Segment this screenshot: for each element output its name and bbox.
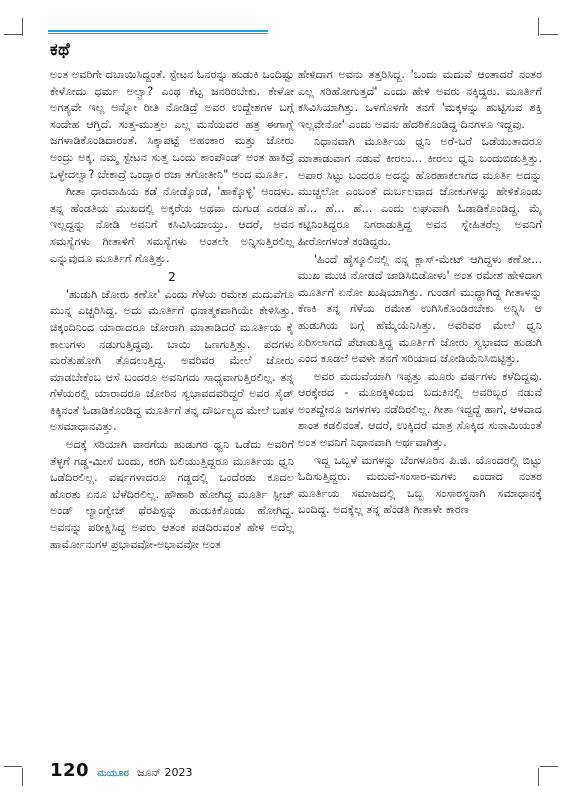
crop-mark: [538, 18, 539, 36]
crop-mark: [22, 768, 23, 786]
paragraph: 'ಹುಡುಗಿ ಜೋರು ಕಣೋ' ಎಂದು ಗೆಳೆಯ ರಮೇಶ ಮದುವೆಗೂ ಮುನ್ನ ಎಚ್ಚರಿಸಿದ್ದ. ಅದು ಮೂರ್ತಿಗೆ ಧನಾತ್ಮಕವಾಗಿಯೇ ಕೇಳಿಸಿತ್ತು. ಚಿಕ್ಕಂದಿನಿಂದ ಯಾರಾದರೂ ಜೋರಾಗಿ ಮಾತಾಡಿದರೆ ಮೂರ್ತಿಯ ಕೈ ಕಾಲುಗಳು ನಡುಗುತ್ತಿದ್ದವು. ಬಾಯಿ ಒಣಗುತ್ತಿತ್ತು. ಪದಗಳು ಮರೆತುಹೋಗಿ ತೊದಲುತ್ತಿದ್ದ. ಅವರಿವರ ಮೇಲೆ ಜೋರು ಮಾಡಬೇಕೆಂಬ ಆಸೆ ಬಂದರೂ ಅವನಿಗದು ಸಾಧ್ಯವಾಗುತ್ತಿರಲಿಲ್ಲ. ತನ್ನ ಗೆಳೆಯರಲ್ಲಿ ಯಾರಾದರೂ ಜೋರಿನ ಸ್ವಭಾವದವರಿದ್ದರೆ ಅವರ ಸೈಡ್ ಕಿಕ್ಕಿನಂತೆ ಓಡಾಡಿಕೊಂಡಿದ್ದ ಮೂರ್ತಿಗೆ ತನ್ನ ದೌರ್ಬಲ್ಯದ ಮೇಲೆ ಬಹಳ ಅಸಮಾಧಾನವಿತ್ತು.: [50, 287, 294, 434]
paragraph: ಇದ್ದ ಒಬ್ಬಳೆ ಮಗಳನ್ನು ಬೆಂಗಳೂರಿನ ಪಿ.ಜಿ. ಯೊಂದರಲ್ಲಿ ಬಿಟ್ಟು ಓದಿಸುತ್ತಿದ್ದರು. ಮದುವೆ-ಸಂಸಾರ-ಮಗಳು ಎಂದಾದ ನಂತರ ಮೂರ್ತಿಯ ಸಮಾಜದಲ್ಲಿ ಒಬ್ಬ ಸಂಸಾರಸ್ಥನಾಗಿ ಸಮಾಧಾನಕ್ಕೆ ಬಂದಿದ್ದ. ಅದಕ್ಕೆಲ್ಲ ತನ್ನ ಹೆಂಡತಿ ಗೀತಾಳೇ ಕಾರಣ: [298, 453, 542, 517]
paragraph: ಹೇಳಿದಾಗ ಅವನು ತತ್ತರಿಸಿದ್ದ. 'ಒಂದು ಮದುವೆ ಆಂತಾದರೆ ನಂತರ ಎಲ್ಲ ಸರಿಹೋಗುತ್ತದೆ' ಎಂದು ಹೇಳಿ ಅವರು ನಕ್ಕಿದ್ದರು. ಮೂರ್ತಿಗೆ ಕಸಿವಿಸಿಯಾಗಿತ್ತು. ಒಳಗೊಳಗೇ ತನಗೆ 'ಮಕ್ಕಳನ್ನು ಹುಟ್ಟಿಸುವ ಶಕ್ತಿ ಇಲ್ಲವೇನೋ' ಎಂದು ಅವನು ಹೆದರಿಕೊಂಡಿದ್ದ ದಿನಗಳೂ ಇದ್ದವು.: [298, 68, 542, 131]
section-title: ಕಥೆ: [50, 40, 71, 60]
magazine-logo: ಮಯೂರ: [97, 768, 129, 779]
column-right: [298, 67, 542, 519]
paragraph: ಗೀತಾ ಧಾರವಾಹಿಯ ಕಡೆ ನೋಡ್ಕೊಂಡೆ, 'ಹಾಕ್ಕೊಳ್ಳಿ' ಅಂದಳು. ತನ್ನ ಹೆಂಡತಿಯ ಮುಖದಲ್ಲಿ ಅಕ್ಕರೆಯ ಅಥವಾ ದುಗುಡ ಎರಡೂ ಇಲ್ಲದ್ದನ್ನು ನೋಡಿ ಅವನಿಗೆ ಕಸಿವಿಸಿಯಾಯ್ತು. ಆದರೆ, ಅವನ ಸಮಸ್ಯೆಗಳು ಗೀತಾಳಿಗೆ ಸಮಸ್ಯೆಗಳು ಅಂತಲೇ ಅನ್ನಿಸುತ್ತಿರಲಿಲ್ಲ ಎನ್ನುವುದೂ ಮೂರ್ತಿಗೆ ಗೊತ್ತಿತ್ತು.: [50, 185, 294, 265]
issue-date: ಜೂನ್ 2023: [136, 766, 193, 779]
paragraph: ಅಂತ ಅವರಿಗೇ ದಬಾಯಿಸಿದ್ದಂತೆ. ಸ್ಟೇಟನ ಓನರನ್ನು ಹುಡುಕಿ ಒಂದಿಷ್ಟು ಕೇಳೋದು ಧರ್ಮ ಅಲ್ವಾ? ಎಂಥ ಕೆಟ್ಟ ಜನರಿರಬೇಕು. ಕೇಳೋ ಅಗತ್ಯವೇ ಇಲ್ಲ ಅನ್ನೋ ರೀತಿ ನೋಡಿದ್ರೆ ಅವರ ಉದ್ದೇಶಗಳ ಬಗ್ಗೆ ಸಂದೇಹ ಆಗ್ತಿದೆ. ಸುತ್ತ-ಮುತ್ತಲ ಎಲ್ಲ ಮನೆಯವರ ಹತ್ರ ಈಗಾಗ್ಲೆ ಜಗಳಾಡಿಕೊಂಡಿದಾರಂತೆ. ಸಿಕ್ಕಾಪಟ್ಟೆ ಅಹಂಕಾರ ಮತ್ತು ಜೋರು ಅಂದ್ರು ಅಕ್ಕ. ನಮ್ಮ ಸ್ಟೇಟನ ಸುತ್ತ ಒಂದು ಕಾಂಪೌಂಡ್ ಅಂತ ಹಾಕಿದ್ರೆ ಒಳ್ಳೇದಲ್ವಾ? ಬೇಕಾದ್ರೆ ಒಂದ್ಸಾರ ರಜಾ ತಗೋತೀನಿ" ಅಂದ ಮೂರ್ತಿ.: [50, 68, 294, 181]
crop-mark: [540, 34, 558, 35]
paragraph: ನಿಧಾನವಾಗಿ ಮೂರ್ತಿಯ ಧ್ವನಿ ಅರೆ-ಬರೆ ಒಡೆಯುತಾದರೂ ಮಾತಾಡುವಾಗ ನಡುವೆ ಕೀರಲು... ಕೀರಲು ಧ್ವನಿ ಬಂದುಬಿಡುತ್ತಿತ್ತು. ಅಪಾರ ಸಿಟ್ಟು ಬಂದರೂ ಅದನ್ನು ಹೊರಹಾಕಲಾಗದ ಮೂರ್ತಿ ಅದನ್ನು ಮುಚ್ಚಲೋ ಎಂಬಂತೆ ದುರ್ಬಲವಾದ ಜೋಕುಗಳನ್ನು ಹೇಳಿಕೊಂಡು ಹೆ... ಹೆ... ಹೆ... ಎಂದು ಲಘುವಾಗಿ ಓಡಾಡಿಕೊಂಡಿದ್ದ. ಮೈ ಕಟ್ಟಿನಿಂತಿದ್ದರೂ ನಿಗರಾಡುತ್ತಿದ್ದ ಅವನ ಸ್ನೇಹಿತರೆಲ್ಲ ಅವನಿಗೆ ಹೀರೋಗಳಂತೆ ಕಂಡಿದ್ದರು.: [298, 135, 542, 248]
paragraph: 'ಹಿಂದೆ ಹೈಸ್ಕೂಲಿನಲ್ಲಿ ನನ್ನ ಕ್ಲಾಸ್-ಮೇಟ್ ಆಗಿದ್ದಳು ಕಣೋ... ಮುಖ ಮುಚಿ ನೋಡದೆ ಜಾಡಿಸಿಬಿಡೋಳು' ಅಂತ ರಮೇಶ ಹೇಳಿದಾಗ ಮೂರ್ತಿಗೆ ಏನೋ ಖುಷಿಯಾಗಿತ್ತು. ಗುಂಡಗೆ ಮುದ್ದಾಗಿದ್ದ ಗೀತಾಳನ್ನು ಕೆಣಕಿ ತನ್ನ ಗೆಳೆಯ ರಮೇಶ ಉಗಿಸಿಕೊಂಡಿರಬೇಕು ಅನ್ನಿಸಿ ಆ ಹುಡುಗಿಯ ಬಗ್ಗೆ ಹೆಮ್ಮೆಯೆನಿಸಿತ್ತು. ಅವರಿವರ ಮೇಲೆ ಧ್ವನಿ ಏರಿಸಲಾಗದೆ ಪೆಚಾಡುತ್ತಿದ್ದ ಮೂರ್ತಿಗೆ ಜೋರು ಸ್ವಭಾವದ ಹುಡುಗಿ ಎಂದ ಕೂಡಲೆ ಅವಳೇ ತನಗೆ ಸರಿಯಾದ ಜೋಡಿಯೆನಿಸಿಬಿಟ್ಟಿತ್ತು.: [298, 252, 542, 366]
header-rule-thin: [48, 33, 268, 34]
paragraph: ಅವರ ಮದುವೆಯಾಗಿ ಇಪ್ಪತ್ತು ಮೂರು ವರ್ಷಗಳು ಕಳೆದಿದ್ದವು. ಆರಕ್ಕೇರದ - ಮೂರಕ್ಕಿಳಿಯದ ಬದುಕಿನಲ್ಲಿ ಅವರಿಬ್ಬರ ನಡುವೆ ಅಂತದ್ದೇನೂ ಜಗಳಗಳು ನಡೆದಿರಲಿಲ್ಲ. ಗೀತಾ ಇದ್ದದ್ದೆ ಹಾಗೆ, ಆಳವಾದ ಶಾಂತ ಕಡಲಿನಂತೆ. ಆದರೆ, ಉಕ್ಕಿದರೆ ಮಾತ್ರ ಸೊಕ್ಕಿದ ಸುನಾಮಿಯಂತೆ ಅಂತ ಅವನಿಗೆ ನಿಧಾನವಾಗಿ ಅರ್ಥವಾಗಿತ್ತು.: [298, 369, 542, 450]
crop-mark: [4, 34, 22, 35]
column-left: [50, 67, 294, 553]
page-number: 120: [50, 760, 90, 781]
crop-mark: [22, 18, 23, 36]
crop-mark: [4, 766, 22, 767]
paragraph: ಅದಕ್ಕೆ ಸರಿಯಾಗಿ ವಾರಗೆಯ ಹುಡುಗರ ಧ್ವನಿ ಒಡೆದು ಅವರಿಗೆ ತೆಳ್ಳಗೆ ಗಡ್ಡ-ಮೀಸೆ ಬಂದು, ಕರಗಿ ಬಲಿಯುತ್ತಿದ್ದರೂ ಮೂರ್ತಿಯ ಧ್ವನಿ ಒಡೆದಿರಲಿಲ್ಲ. ವರ್ಷಗಳಾದರೂ ಗಡ್ಡದಲ್ಲಿ ಒಂದೆರಡು ಕೂದಲ ಹೊರತು ಏನೂ ಬೆಳೆದಿರಲಿಲ್ಲ. ಹೌಹಾರಿ ಹೋಗಿದ್ದ ಮೂರ್ತಿ ಸ್ಪೀಚ್ ಅಂಡ್ ಲ್ಯಾಂಗ್ವೇಜ್ ಥೆರಪಿಸ್ಟನ್ನು ಹುಡುಕಿಕೊಂಡು ಹೋಗಿದ್ದ. ಅವನನ್ನು ಪರೀಕ್ಷಿಸಿದ್ದ ಅವರು ಆತಂಕ ಪಡದಿರುವಂತೆ ಹೇಳಿ ಅದೆಲ್ಲ ಹಾರ್ಮೋನುಗಳ ಪ್ರಭಾವವೋ-ಅಭಾವವೋ ಅಂತ: [50, 438, 294, 551]
section-number: 2: [168, 270, 176, 285]
crop-mark: [538, 768, 539, 786]
crop-mark: [540, 766, 558, 767]
page-footer: [50, 760, 193, 784]
header-rule: [48, 30, 268, 32]
